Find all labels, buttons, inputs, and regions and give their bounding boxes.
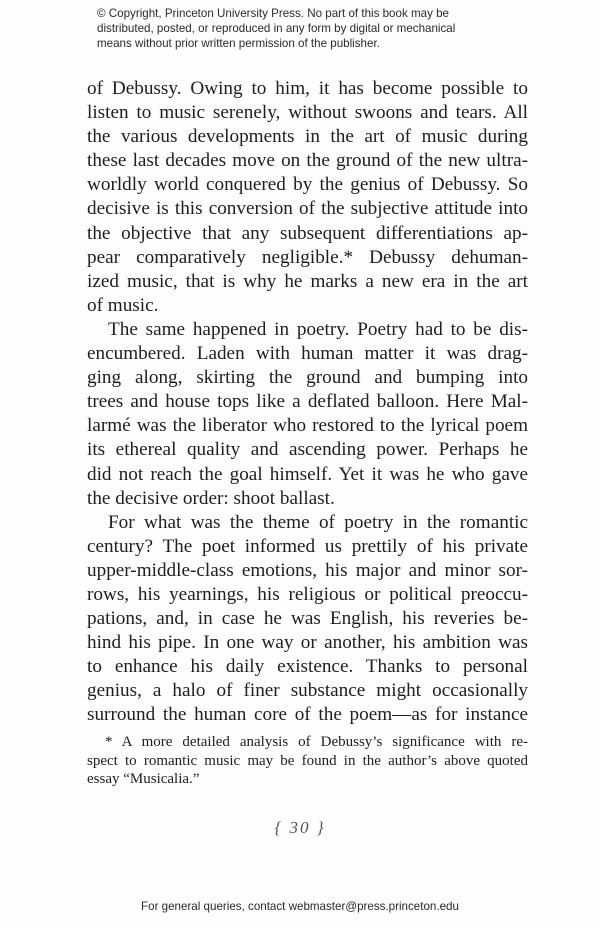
text-line: genius, a halo of finer substance might occasionally	[87, 680, 528, 702]
text-line: surround the human core of the poem—as for instance	[87, 704, 528, 726]
text-line: ging along, skirting the ground and bumping into	[87, 367, 528, 389]
text-line: pations, and, in case he was English, his reveries be-	[87, 608, 528, 630]
text-line: The same happened in poetry. Poetry had to be dis-	[108, 318, 528, 340]
text-line: its ethereal quality and ascending power. Perhaps he	[87, 439, 528, 461]
body-text	[87, 77, 528, 728]
text-line: of music.	[87, 294, 159, 316]
text-line: to enhance his daily existence. Thanks to personal	[87, 656, 528, 678]
text-line: larmé was the liberator who restored to the lyrical poem	[87, 415, 528, 437]
text-line: upper-middle-class emotions, his major and minor sor-	[87, 559, 528, 581]
text-line: ized music, that is why he marks a new era in the art	[87, 270, 528, 292]
text-line: decisive is this conversion of the subjective attitude into	[87, 198, 528, 220]
paragraph-romantic-century	[87, 511, 528, 728]
paragraph-debussy	[87, 77, 528, 318]
text-line: the various developments in the art of music during	[87, 126, 528, 148]
page-number: { 30 }	[274, 818, 326, 837]
text-line: century? The poet informed us prettily of his private	[87, 535, 528, 557]
copyright-line: © Copyright, Princeton University Press. No part of this book may be	[97, 7, 449, 20]
footnote	[87, 733, 528, 789]
footer-contact: For general queries, contact webmaster@press.princeton.edu	[141, 900, 459, 913]
footnote-line: essay “Musicalia.”	[87, 771, 200, 787]
text-line: of Debussy. Owing to him, it has become possible to	[87, 78, 528, 99]
text-line: these last decades move on the ground of the new ultra-	[87, 150, 528, 172]
text-line: pear comparatively negligible.* Debussy dehuman-	[87, 246, 528, 268]
text-line: For what was the theme of poetry in the romantic	[108, 511, 528, 533]
text-line: rows, his yearnings, his religious or political preoccu-	[87, 583, 528, 605]
copyright-notice	[97, 6, 527, 51]
copyright-line: means without prior written permission of the publisher.	[97, 37, 380, 50]
text-line: listen to music serenely, without swoons and tears. All	[87, 102, 528, 124]
text-line: worldly world conquered by the genius of Debussy. So	[87, 174, 528, 196]
text-line: encumbered. Laden with human matter it was drag-	[87, 343, 528, 365]
text-line: the decisive order: shoot ballast.	[87, 487, 335, 509]
text-line: did not reach the goal himself. Yet it was he who gave	[87, 463, 528, 485]
text-line: trees and house tops like a deflated balloon. Here Mal-	[87, 391, 528, 413]
text-line: the objective that any subsequent differentiations ap-	[87, 222, 528, 244]
paragraph-poetry	[87, 318, 528, 511]
text-line: hind his pipe. In one way or another, his ambition was	[87, 632, 528, 654]
footnote-line: * A more detailed analysis of Debussy’s significance with re-	[105, 734, 528, 750]
footnote-line: spect to romantic music may be found in the author’s above quoted	[87, 752, 528, 769]
copyright-line: distributed, posted, or reproduced in any form by digital or mechanical	[97, 22, 456, 35]
